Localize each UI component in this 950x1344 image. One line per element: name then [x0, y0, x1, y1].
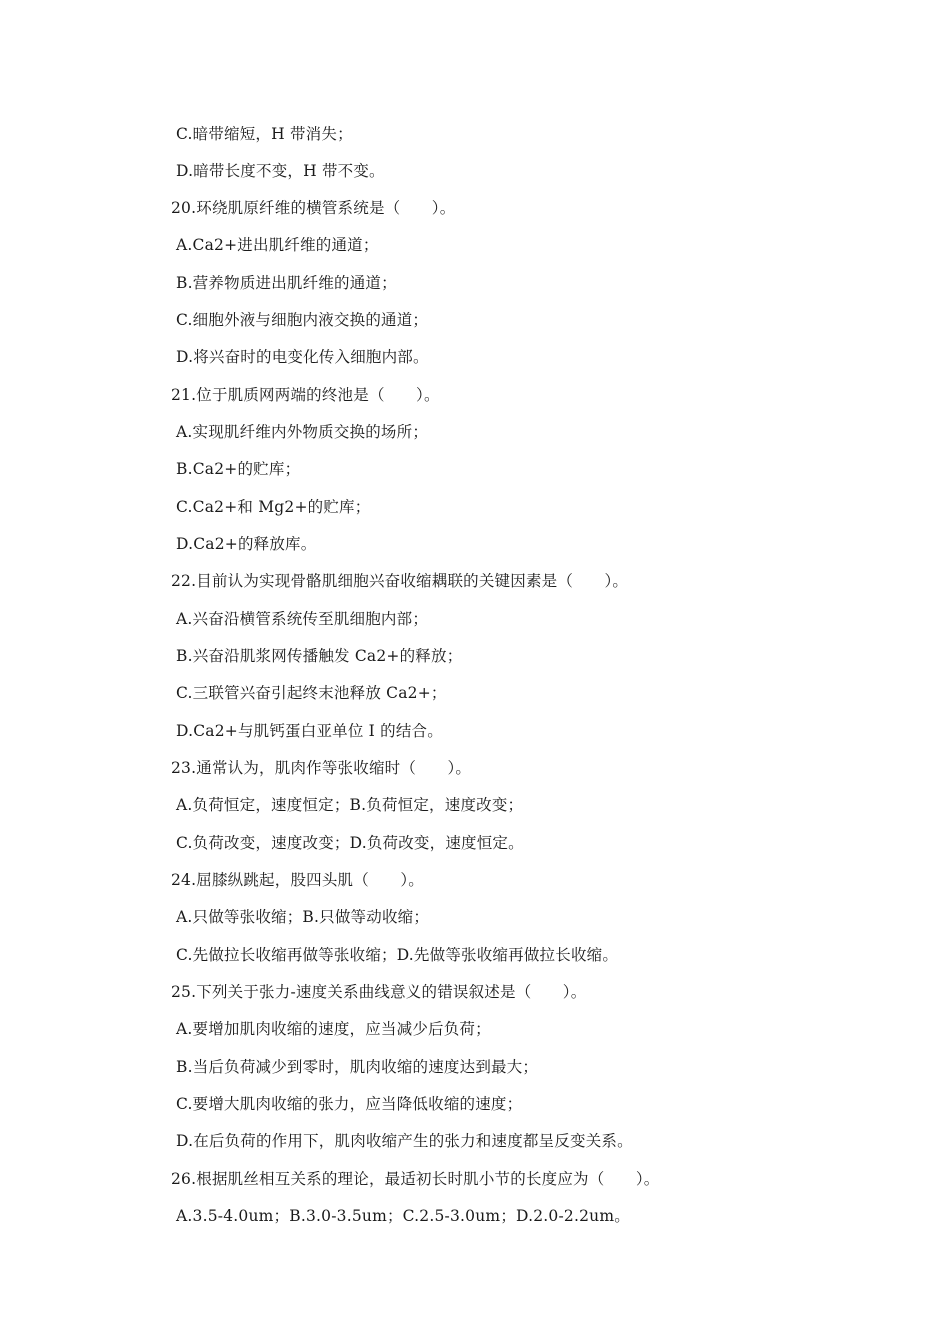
question-line: 26.根据肌丝相互关系的理论，最适初长时肌小节的长度应为（ ）。: [171, 1170, 660, 1188]
option-line: C.细胞外液与细胞内液交换的通道；: [176, 311, 429, 329]
option-line: A.3.5-4.0um；B.3.0-3.5um；C.2.5-3.0um；D.2.0-2.2um。: [176, 1207, 630, 1225]
question-line: 23.通常认为，肌肉作等张收缩时（ ）。: [171, 759, 472, 777]
question-line: 22.目前认为实现骨骼肌细胞兴奋收缩耦联的关键因素是（ ）。: [171, 572, 629, 590]
option-line: C.先做拉长收缩再做等张收缩；D.先做等张收缩再做拉长收缩。: [176, 946, 619, 964]
option-line: A.只做等张收缩；B.只做等动收缩；: [176, 908, 430, 926]
option-line: B.当后负荷减少到零时，肌肉收缩的速度达到最大；: [176, 1058, 539, 1076]
question-line: 25.下列关于张力-速度关系曲线意义的错误叙述是（ ）。: [171, 983, 587, 1001]
option-line: B.营养物质进出肌纤维的通道；: [176, 274, 397, 292]
option-line: A.负荷恒定，速度恒定；B.负荷恒定，速度改变；: [176, 796, 524, 814]
option-line: B.Ca2+的贮库；: [176, 460, 301, 478]
option-line: C.三联管兴奋引起终末池释放 Ca2+；: [176, 684, 447, 702]
option-line: C.Ca2+和 Mg2+的贮库；: [176, 498, 371, 516]
option-line: A.兴奋沿横管系统传至肌细胞内部；: [176, 610, 429, 628]
option-line: B.兴奋沿肌浆网传播触发 Ca2+的释放；: [176, 647, 463, 665]
option-line: C.负荷改变，速度改变；D.负荷改变，速度恒定。: [176, 834, 524, 852]
option-line: A.Ca2+进出肌纤维的通道；: [176, 236, 379, 254]
option-line: D.Ca2+与肌钙蛋白亚单位 I 的结合。: [176, 722, 443, 740]
option-line: A.要增加肌肉收缩的速度，应当减少后负荷；: [176, 1020, 491, 1038]
option-line: D.暗带长度不变，H 带不变。: [176, 162, 385, 180]
option-line: D.在后负荷的作用下，肌肉收缩产生的张力和速度都呈反变关系。: [176, 1132, 633, 1150]
question-line: 21.位于肌质网两端的终池是（ ）。: [171, 386, 440, 404]
option-line: A.实现肌纤维内外物质交换的场所；: [176, 423, 429, 441]
question-line: 24.屈膝纵跳起，股四头肌（ ）。: [171, 871, 425, 889]
option-line: D.Ca2+的释放库。: [176, 535, 317, 553]
option-line: C.要增大肌肉收缩的张力，应当降低收缩的速度；: [176, 1095, 523, 1113]
option-line: C.暗带缩短，H 带消失；: [176, 125, 353, 143]
option-line: D.将兴奋时的电变化传入细胞内部。: [176, 348, 429, 366]
question-line: 20.环绕肌原纤维的横管系统是（ ）。: [171, 199, 456, 217]
